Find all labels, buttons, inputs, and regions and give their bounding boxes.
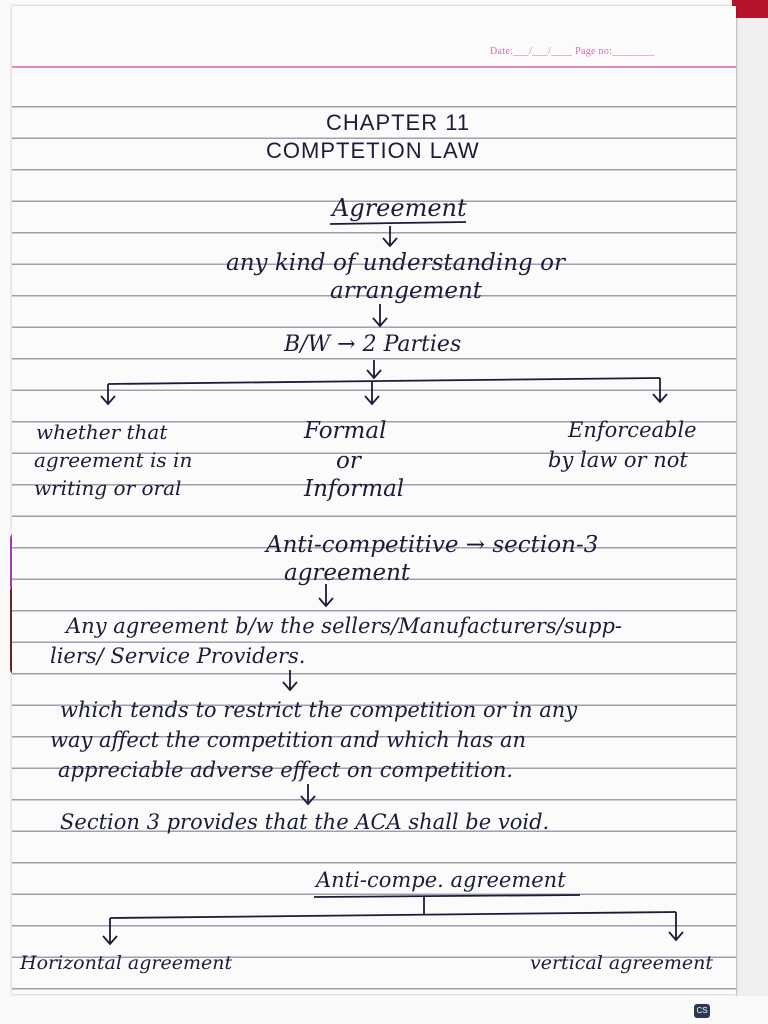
chapter-title: COMPTETION LAW bbox=[266, 138, 480, 163]
anti-competitive-agreement: agreement bbox=[284, 560, 411, 586]
definition-line-1: any kind of understanding or bbox=[226, 250, 565, 276]
arrow-parties bbox=[367, 360, 381, 378]
arrow-horizontal bbox=[103, 918, 117, 944]
agreement-heading: Agreement bbox=[332, 194, 467, 222]
arrow-branch-mid bbox=[365, 382, 379, 404]
branch-mid-3: Informal bbox=[304, 476, 405, 502]
horizontal-agreement: Horizontal agreement bbox=[20, 952, 233, 974]
tends-line-3: appreciable adverse effect on competition. bbox=[58, 758, 514, 782]
vertical-agreement: vertical agreement bbox=[530, 952, 714, 974]
branch-left-3: writing or oral bbox=[34, 476, 182, 500]
any-agreement-line-2: liers/ Service Providers. bbox=[50, 644, 306, 668]
arrow-agreement bbox=[383, 226, 397, 246]
parties-line: B/W → 2 Parties bbox=[284, 332, 462, 357]
arrow-any bbox=[283, 670, 297, 690]
arrow-branch-left bbox=[101, 384, 115, 404]
anti-competitive-line: Anti-competitive → section-3 bbox=[266, 532, 599, 558]
arrow-vertical bbox=[669, 912, 683, 940]
tends-line-1: which tends to restrict the competition or in any bbox=[60, 698, 578, 722]
anti-compe-heading: Anti-compe. agreement bbox=[316, 868, 566, 892]
tends-line-2: way affect the competition and which has an bbox=[50, 728, 527, 752]
branch-left-1: whether that bbox=[36, 420, 168, 444]
split-bracket bbox=[110, 912, 676, 918]
anti-compe-underline bbox=[314, 895, 580, 897]
branch-right-2: by law or not bbox=[548, 448, 688, 472]
section3-line: Section 3 provides that the ACA shall be void. bbox=[60, 810, 550, 834]
branch-mid-2: or bbox=[336, 448, 361, 474]
arrow-branch-right bbox=[653, 378, 667, 402]
branch-right-1: Enforceable bbox=[568, 418, 697, 442]
definition-line-2: arrangement bbox=[330, 278, 483, 304]
date-page-field: Date:___/___/____ Page no:________ bbox=[490, 46, 655, 57]
branch-left-2: agreement is in bbox=[34, 448, 193, 472]
arrow-definition bbox=[373, 304, 387, 326]
branch-mid-1: Formal bbox=[304, 418, 387, 444]
any-agreement-line-1: Any agreement b/w the sellers/Manufacturers/supp- bbox=[66, 614, 622, 638]
arrow-tends bbox=[301, 784, 315, 804]
arrow-anti bbox=[319, 584, 333, 606]
agreement-underline bbox=[330, 222, 466, 224]
chapter-heading: CHAPTER 11 bbox=[326, 110, 471, 135]
branch-bracket bbox=[108, 378, 660, 384]
scanner-badge: CS bbox=[694, 1004, 710, 1018]
